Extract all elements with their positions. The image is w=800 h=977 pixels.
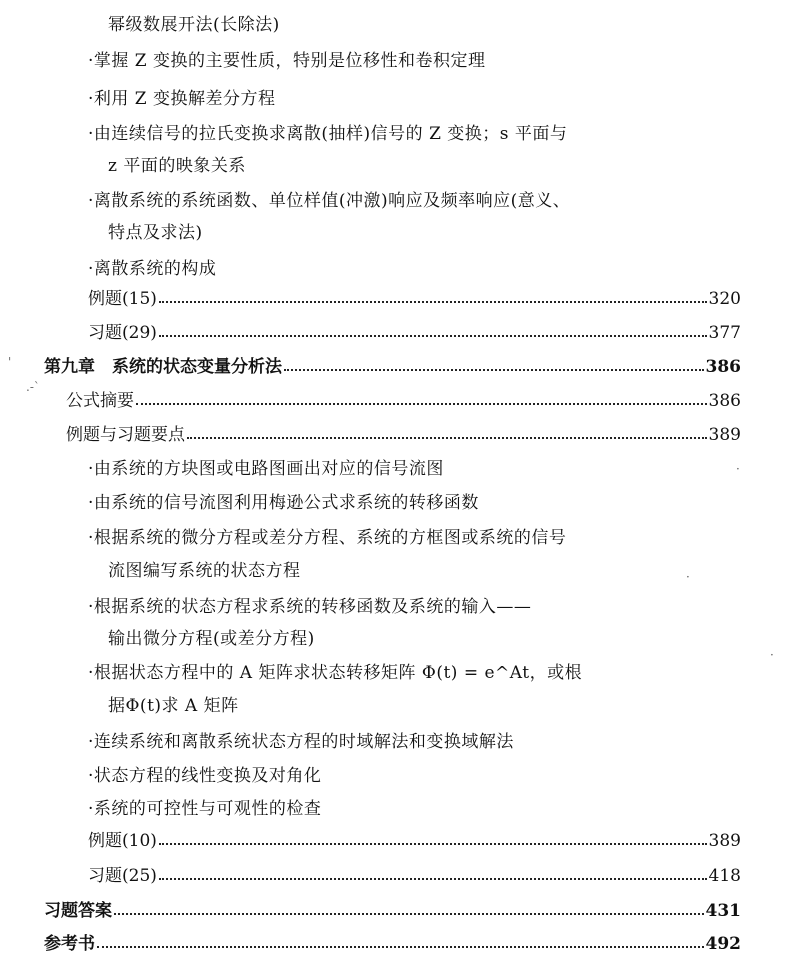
- bullet-item: ·连续系统和离散系统状态方程的时域解法和变换域解法: [88, 732, 514, 752]
- toc-page-number: 418: [708, 866, 741, 886]
- text-line: 输出微分方程(或差分方程): [108, 629, 315, 649]
- toc-title: 例题(15): [88, 289, 157, 309]
- scan-speck: ·: [770, 648, 774, 662]
- toc-page-number: 386: [705, 357, 741, 377]
- toc-entry-exercises[interactable]: [88, 322, 741, 344]
- scan-speck: ·: [736, 462, 740, 476]
- toc-page-number: 389: [708, 425, 741, 445]
- bullet-item: ·根据系统的状态方程求系统的转移函数及系统的输入——: [88, 597, 532, 617]
- dot-leader: [159, 843, 707, 845]
- toc-title: 习题(29): [88, 323, 157, 343]
- dot-leader: [159, 335, 707, 337]
- toc-entry-exercises[interactable]: [88, 865, 741, 887]
- toc-entry-references[interactable]: [44, 933, 741, 955]
- dot-leader: [284, 369, 704, 371]
- bullet-item: ·系统的可控性与可观性的检查: [88, 799, 322, 819]
- toc-page-number: 386: [708, 391, 741, 411]
- toc-entry-answers[interactable]: [44, 900, 741, 922]
- toc-title: 公式摘要: [66, 391, 134, 411]
- toc-title: 习题(25): [88, 866, 157, 886]
- bullet-item: ·由连续信号的拉氏变换求离散(抽样)信号的 Z 变换；s 平面与: [88, 124, 568, 144]
- bullet-item: ·由系统的方块图或电路图画出对应的信号流图: [88, 459, 444, 479]
- bullet-item: ·离散系统的构成: [88, 259, 217, 279]
- text-line: 流图编写系统的状态方程: [108, 561, 301, 581]
- text-line: z 平面的映象关系: [108, 156, 246, 176]
- toc-title: 例题(10): [88, 831, 157, 851]
- bullet-item: ·利用 Z 变换解差分方程: [88, 89, 276, 109]
- bullet-item: ·根据状态方程中的 A 矩阵求状态转移矩阵 Φ(t) = e^At，或根: [88, 663, 583, 683]
- toc-page-number: 492: [705, 934, 741, 954]
- dot-leader: [97, 946, 704, 948]
- toc-page-number: 431: [705, 901, 741, 921]
- scan-speck: .-`: [26, 380, 40, 394]
- toc-entry-examples[interactable]: [88, 830, 741, 852]
- toc-title: 例题与习题要点: [66, 425, 185, 445]
- toc-page-number: 389: [708, 831, 741, 851]
- text-line: 据Φ(t)求 A 矩阵: [108, 696, 239, 716]
- toc-entry-examples[interactable]: [88, 288, 741, 310]
- toc-entry-chapter-9[interactable]: [44, 356, 741, 378]
- text-line: 幂级数展开法(长除法): [108, 15, 280, 35]
- toc-page-number: 320: [708, 289, 741, 309]
- dot-leader: [187, 437, 707, 439]
- toc-entry-formula-summary[interactable]: [66, 390, 741, 412]
- toc-entry-key-points[interactable]: [66, 424, 741, 446]
- bullet-item: ·状态方程的线性变换及对角化: [88, 766, 322, 786]
- scan-speck: ·: [686, 570, 690, 584]
- bullet-item: ·掌握 Z 变换的主要性质，特别是位移性和卷积定理: [88, 51, 486, 71]
- dot-leader: [136, 403, 707, 405]
- bullet-item: ·离散系统的系统函数、单位样值(冲激)响应及频率响应(意义、: [88, 191, 571, 211]
- bullet-item: ·根据系统的微分方程或差分方程、系统的方框图或系统的信号: [88, 528, 567, 548]
- toc-title: 参考书: [44, 934, 95, 954]
- text-line: 特点及求法): [108, 223, 203, 243]
- toc-title: 第九章 系统的状态变量分析法: [44, 357, 282, 377]
- dot-leader: [159, 878, 707, 880]
- bullet-item: ·由系统的信号流图利用梅逊公式求系统的转移函数: [88, 493, 479, 513]
- toc-title: 习题答案: [44, 901, 112, 921]
- toc-page-number: 377: [708, 323, 741, 343]
- dot-leader: [114, 913, 704, 915]
- dot-leader: [159, 301, 707, 303]
- scan-speck: ': [8, 355, 12, 369]
